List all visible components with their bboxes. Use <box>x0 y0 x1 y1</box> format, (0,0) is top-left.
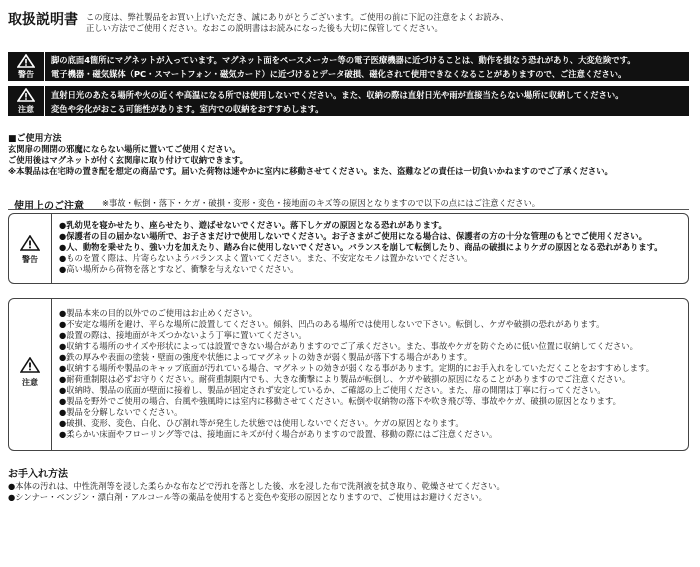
caution-item: ●破損、変形、変色、白化、ひび割れ等が発生した状態では使用しないでください。ケガの原因となります。 <box>59 418 464 428</box>
intro-text <box>86 12 509 34</box>
caution-line: 直射日光のあたる場所や火の近くや高温になる所では使用しないでください。また、収納の際は直射日光や雨が直接当たらない場所に収納してください。 <box>51 90 624 100</box>
usage-heading: ■ご使用方法 <box>8 134 62 144</box>
usage-line: ご使用後はマグネットが付く玄関扉に取り付けて収納できます。 <box>8 155 248 165</box>
warning-triangle-icon <box>20 235 40 251</box>
caution-box <box>8 298 689 451</box>
warning-item: ●高い場所から荷物を落とすなど、衝撃を与えないでください。 <box>59 264 299 274</box>
caution-item: ●柔らかい床面やフローリング等では、接地面にキズが付く場合がありますので設置、移動の際にはご注意ください。 <box>59 429 498 439</box>
precautions-heading: 使用上のご注意 <box>14 201 84 212</box>
caution-item: ●耐荷重制限は必ずお守りください。耐荷重制限内でも、大きな衝撃により製品が転倒し、ケガや破損の原因になることがありますのでご注意ください。 <box>59 374 631 384</box>
caution-item: ●不安定な場所を避け、平らな場所に設置してください。傾斜、凹凸のある場所では使用しないで下さい。転倒し、ケガや破損の恐れがあります。 <box>59 319 605 329</box>
warning-line: 脚の底面4箇所にマグネットが入っています。マグネット面をペースメーカー等の電子医療機器に近づけることは、動作を損なう恐れがあり、大変危険です。 <box>51 55 636 65</box>
caution-banner-sunlight <box>8 86 689 116</box>
intro-line: この度は、弊社製品をお買い上げいただき、誠にありがとうございます。ご使用の前に下記の注意をよくお読み、 <box>86 12 509 22</box>
warning-label: 警告 <box>22 255 38 264</box>
caution-item: ●製品を分解しないでください。 <box>59 407 183 417</box>
caution-label: 注意 <box>18 105 34 114</box>
caution-item: ●設置の際は、接地面がキズつかないよう丁寧に置いてください。 <box>59 330 307 340</box>
warning-line: 電子機器・磁気媒体（PC・スマートフォン・磁気カード）に近づけるとデータ破損、磁化されて使用できなくなることがありますので、ご注意ください。 <box>51 69 627 79</box>
divider <box>8 209 689 210</box>
warning-box <box>8 213 689 284</box>
caution-label: 注意 <box>22 378 38 387</box>
intro-line: 正しい方法でご使用ください。なおこの説明書はお読みになった後も大切に保管してください。 <box>86 23 443 33</box>
warning-item: ●ものを置く際は、片寄らないようバランスよく置いてください。また、不安定なモノは置かないでください。 <box>59 253 473 263</box>
caution-triangle-icon <box>20 357 40 373</box>
document-title: 取扱説明書 <box>8 12 78 28</box>
warning-triangle-icon <box>17 54 35 68</box>
care-line: ●シンナー・ベンジン・漂白剤・アルコール等の薬品を使用すると変色や変形の原因となりますので、ご使用はお避けください。 <box>8 492 487 502</box>
caution-item: ●収納する場所のサイズや形状によっては設置できない場合がありますのでご了承ください。また、事故やケガを防ぐために低い位置に収納してください。 <box>59 341 638 351</box>
usage-line: 玄関扉の開閉の邪魔にならない場所に置いてご使用ください。 <box>8 144 241 154</box>
precautions-note: ※事故・転倒・落下・ケガ・破損・変形・変色・接地面のキズ等の原因となりますので以下の点にはご注意ください。 <box>102 198 541 208</box>
caution-triangle-icon <box>17 88 35 102</box>
care-line: ●本体の汚れは、中性洗剤等を浸した柔らかな布などで汚れを落とした後、水を浸した布で洗剤液を拭き取り、乾燥させてください。 <box>8 481 505 491</box>
warning-item: ●保護者の目の届かない場所で、お子さまだけで使用しないでください。お子さまがご使用になる場合は、保護者の方の十分な管理のもとでご使用ください。 <box>59 231 647 241</box>
caution-item: ●収納時、製品の底面が壁面に接着し、製品が固定されず安定しているか、ご確認の上ご使用ください。また、扉の開閉は丁寧に行ってください。 <box>59 385 606 395</box>
warning-icon-cell <box>9 214 52 283</box>
warning-item: ●人、動物を乗せたり、強い力を加えたり、踏み台に使用しないでください。バランスを崩して転倒したり、商品の破損によりケガの原因となる恐れがあります。 <box>59 242 663 252</box>
caution-icon-cell <box>8 86 45 116</box>
usage-line: ※本製品は在宅時の置き配を想定の商品です。届いた荷物は速やかに室内に移動させてください。また、盗難などの責任は一切負いかねますのでご了承ください。 <box>8 166 613 176</box>
caution-item: ●製品を野外でご使用の場合、台風や強風時には室内に移動させてください。転倒や収納物の落下や吹き飛び等、事故やケガ、破損の原因となります。 <box>59 396 621 406</box>
caution-item: ●製品本来の目的以外でのご使用はお止めください。 <box>59 308 258 318</box>
caution-icon-cell <box>9 299 52 450</box>
warning-label: 警告 <box>18 70 34 79</box>
caution-item: ●鉄の厚みや表面の塗装・壁面の強度や状態によってマグネットの効きが弱く製品が落下する場合があります。 <box>59 352 473 362</box>
caution-line: 変色や劣化がおこる可能性があります。室内での収納をおすすめします。 <box>51 104 324 114</box>
warning-icon-cell <box>8 52 45 81</box>
warning-item: ●乳幼児を寝かせたり、座らせたり、遊ばせないでください。落下しケガの原因となる恐れがあります。 <box>59 220 447 230</box>
care-heading: お手入れ方法 <box>8 469 68 480</box>
caution-item: ●収納する場所や製品のキャップ底面が汚れている場合、マグネットの効きが弱くなる事があります。定期的にお手入れをしていただくことをおすすめします。 <box>59 363 654 373</box>
warning-banner-magnet <box>8 52 689 81</box>
